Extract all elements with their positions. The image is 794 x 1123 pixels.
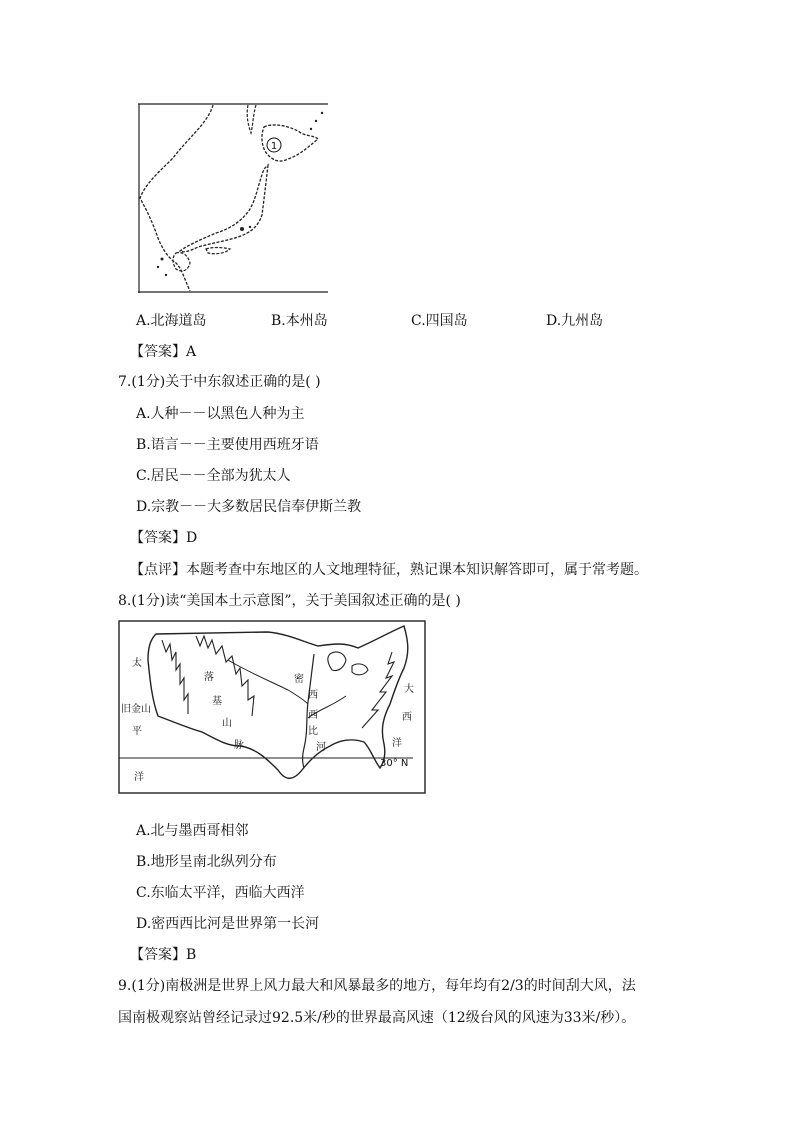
label-yang-right: 洋 (392, 738, 402, 749)
q7-comment: 【点评】本题考查中东地区的人文地理特征，熟记课本知识解答即可，属于常考题。 (130, 562, 648, 578)
japan-map (138, 103, 330, 295)
q8-option-b[interactable]: B.地形呈南北纵列分布 (136, 854, 277, 870)
label-luo: 落 (204, 672, 214, 683)
marker-1-label: 1 (270, 141, 278, 152)
q9-line-1: 9.(1分)南极洲是世界上风力最大和风暴最多的地方，每年均有2/3的时间刮大风，法 (118, 978, 636, 994)
q7-stem: 7.(1分)关于中东叙述正确的是( ) (118, 374, 321, 390)
q6-option-a[interactable]: A.北海道岛 (136, 313, 207, 329)
q7-option-a[interactable]: A.人种－－以黑色人种为主 (136, 406, 305, 422)
q7-option-d[interactable]: D.宗教－－大多数居民信奉伊斯兰教 (136, 499, 362, 515)
label-xi-right: 西 (402, 712, 412, 723)
q8-answer: 【答案】B (130, 947, 197, 963)
label-tai: 太 (132, 658, 142, 669)
q6-option-b[interactable]: B.本州岛 (271, 313, 328, 329)
label-yang-left: 洋 (134, 772, 144, 783)
label-xi1: 西 (308, 690, 318, 701)
q6-option-d[interactable]: D.九州岛 (546, 313, 604, 329)
label-bi: 比 (308, 726, 318, 737)
q8-stem: 8.(1分)读“美国本土示意图”，关于美国叙述正确的是( ) (118, 593, 461, 609)
q7-option-c[interactable]: C.居民－－全部为犹太人 (136, 468, 291, 484)
usa-map (118, 620, 428, 796)
label-jinshan: 旧金山 (121, 704, 151, 715)
q7-option-b[interactable]: B.语言－－主要使用西班牙语 (136, 437, 319, 453)
label-da: 大 (404, 684, 414, 695)
usa-map-figure (118, 620, 428, 796)
japan-map-figure (138, 103, 330, 295)
label-30n: 30° N (380, 758, 409, 769)
label-mi: 密 (294, 674, 304, 685)
q7-answer: 【答案】D (130, 530, 198, 546)
q9-line-2: 国南极观察站曾经记录过92.5米/秒的世界最高风速（12级台风的风速为33米/秒）。 (118, 1010, 636, 1026)
label-he: 河 (316, 742, 326, 753)
q8-option-a[interactable]: A.北与墨西哥相邻 (136, 823, 249, 839)
q6-answer: 【答案】A (130, 344, 197, 360)
q8-option-d[interactable]: D.密西西比河是世界第一长河 (136, 916, 320, 932)
label-ji: 基 (212, 696, 222, 707)
label-xi2: 西 (308, 710, 318, 721)
q6-option-c[interactable]: C.四国岛 (411, 313, 468, 329)
label-ping: 平 (132, 726, 142, 737)
label-mai: 脉 (234, 740, 244, 751)
q8-option-c[interactable]: C.东临太平洋，西临大西洋 (136, 885, 305, 901)
label-shan: 山 (222, 718, 232, 729)
